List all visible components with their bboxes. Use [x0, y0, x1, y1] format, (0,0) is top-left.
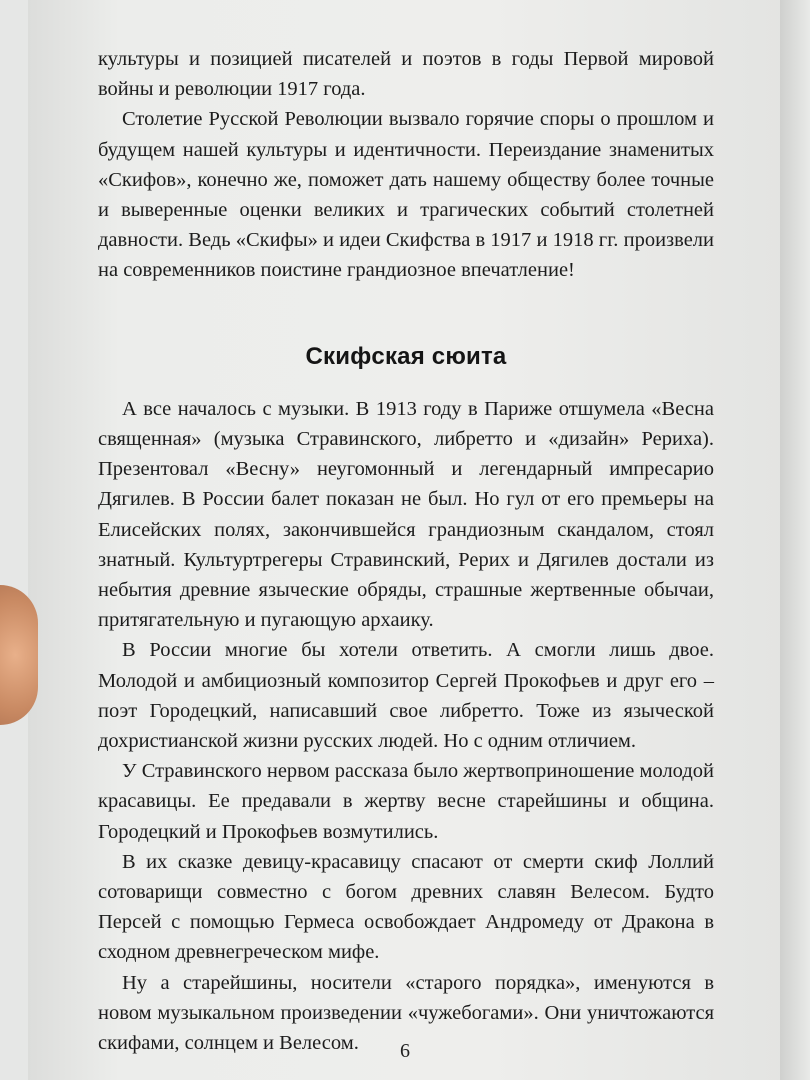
- page-text: [98, 44, 714, 1058]
- paragraph: Ну а старейшины, носители «старого порядка», именуются в новом музыкальном произведении «чужебогами». Они уничтожаются скифами, солнцем и Велесом.: [98, 971, 714, 1055]
- thumb-finger: [0, 585, 38, 725]
- paragraph: В России многие бы хотели ответить. А смогли лишь двое. Молодой и амбициозный композитор Сергей Прокофьев и друг его – поэт Городецкий, написавший свое либретто. Тоже из языческой дохристианской жизни русских людей. Но с одним отличием.: [98, 639, 714, 753]
- paragraph: А все началось с музыки. В 1913 году в Париже отшумела «Весна священная» (музыка Стравинского, либретто и «дизайн» Рериха). Презентовал «Весну» неугомонный и легендарный импресарио Дягилев. В России балет показан не был. Но гул от его премьеры на Елисейских полях, закончившейся грандиозным скандалом, стоял знатный. Культуртрегеры Стравинский, Рерих и Дягилев достали из небытия древние языческие обряды, страшные жертвенные обычаи, притягательную и пугающую архаику.: [98, 397, 714, 632]
- paragraph: В их сказке девицу-красавицу спасают от смерти скиф Лоллий сотоварищи совместно с богом древних славян Велесом. Будто Персей с помощью Гермеса освобождает Андромеду от Дракона в сходном древнегреческом мифе.: [98, 850, 714, 964]
- page-number: 6: [400, 1040, 410, 1062]
- paragraph: У Стравинского нервом рассказа было жертвоприношение молодой красавицы. Ее предавали в жертву весне старейшины и община. Городецкий и Прокофьев возмутились.: [98, 760, 714, 843]
- page-edge-shadow: [780, 0, 810, 1080]
- paragraph-continued: культуры и позицией писателей и поэтов в годы Первой мировой войны и революции 1917 года.: [98, 48, 714, 101]
- section-title: Скифская сюита: [305, 342, 507, 370]
- paragraph: Столетие Русской Революции вызвало горячие споры о прошлом и будущем нашей культуры и идентичности. Переиздание знаменитых «Скифов», конечно же, поможет дать нашему обществу более точные и выверенные оценки великих и трагических событий столетней давности. Ведь «Скифы» и идеи Скифства в 1917 и 1918 гг. произвели на современников поистине грандиозное впечатление!: [98, 108, 714, 282]
